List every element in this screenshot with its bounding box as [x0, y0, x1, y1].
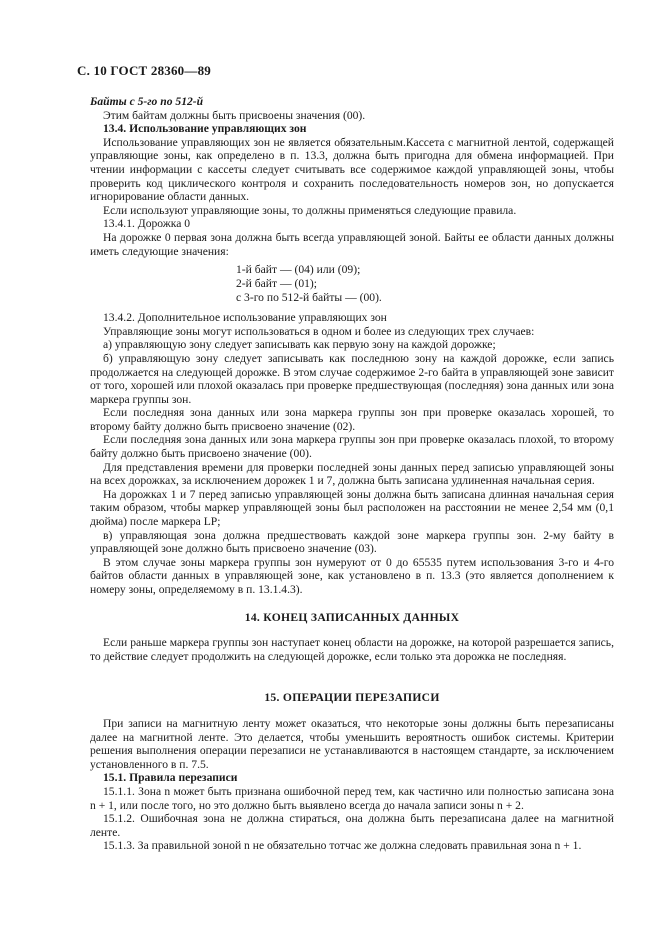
paragraph: На дорожках 1 и 7 перед записью управляющей зоны должна быть записана длинная начальная серия таким образом, чтобы маркер управляющей зоны был расположен на расстоянии не менее 2,54 мм (0,1 дюйма) после маркера LP; — [90, 487, 614, 529]
paragraph: Если раньше маркера группы зон наступает конец области на дорожке, на которой разрешается запись, то действие следует продолжить на следующей дорожке, если только эта дорожка не последняя. — [90, 636, 614, 663]
list-item: 2-й байт — (01); — [236, 277, 318, 291]
list-item-b: б) управляющую зону следует записывать как последнюю зону на каждой дорожке, если запись продолжается на следующей дорожке. В этом случае содержимое 2-го байта в управляющей зоне зависит от того, хорошей или плохой оказалась при проверке предшествующая (последняя) зона данных или зона маркера группы зон. — [90, 351, 614, 406]
list-item-v: в) управляющая зона должна предшествовать каждой зоне маркера группы зон. 2-му байту в управляющей зоне должно быть присвоено значение (03). — [90, 528, 614, 556]
paragraph: Если последняя зона данных или зона маркера группы зон при проверке оказалась хорошей, то второму байту должно быть присвоено значение (02). — [90, 406, 614, 433]
subheading-13-4-2: 13.4.2. Дополнительное использование управляющих зон — [103, 311, 387, 325]
paragraph: На дорожке 0 первая зона должна быть всегда управляющей зоной. Байты ее области данных должны иметь следующие значения: — [90, 230, 614, 258]
paragraph: Управляющие зоны могут использоваться в одном и более из следующих трех случаев: — [103, 324, 535, 338]
list-item: 1-й байт — (04) или (09); — [236, 263, 361, 277]
paragraph: При записи на магнитную ленту может оказаться, что некоторые зоны должны быть перезаписаны далее на магнитной ленте. Это делается, чтобы уменьшить вероятность ошибок системы. Критерии решения выполнения операции перезаписи не устанавливаются в настоящем стандарте, за исключением установленного в п. 7.5. — [90, 716, 614, 771]
paragraph: Если последняя зона данных или зона маркера группы зон при проверке оказалась плохой, то второму байту должно быть присвоено значение (00). — [90, 433, 614, 461]
paragraph: 15.1.1. Зона n может быть признана ошибочной перед тем, как частично или полностью записана зона n + 1, или после того, но это должно быть выявлено всегда до начала записи зоны n + 2. — [90, 784, 614, 812]
paragraph: 15.1.2. Ошибочная зона не должна стираться, она должна быть перезаписана далее на магнитной ленте. — [90, 812, 614, 839]
paragraph: Для представления времени для проверки последней зоны данных перед записью управляющей зоны на всех дорожках, за исключением дорожек 1 и 7, должна быть записана удлиненная начальная серия. — [90, 460, 614, 488]
paragraph: Этим байтам должны быть присвоены значения (00). — [103, 108, 366, 122]
section-heading-15: 15. ОПЕРАЦИИ ПЕРЕЗАПИСИ — [264, 691, 440, 705]
page-header: С. 10 ГОСТ 28360—89 — [77, 63, 211, 78]
section-heading-14: 14. КОНЕЦ ЗАПИСАННЫХ ДАННЫХ — [244, 610, 460, 624]
paragraph: В этом случае зоны маркера группы зон нумеруют от 0 до 65535 путем использования 3-го и 4-го байтов области данных в управляющей зоне, как установлено в п. 13.3 (это является дополнением к номеру зоны, определяемому в п. 13.1.4.3). — [90, 555, 614, 596]
paragraph: Если используют управляющие зоны, то должны применяться следующие правила. — [103, 203, 517, 217]
paragraph: Использование управляющих зон не является обязательным.Кассета с магнитной лентой, содержащей управляющие зоны, как определено в п. 13.3, должна быть пригодна для обмена информацией. При чтении информации с кассеты следует считывать все содержимое каждой управляющей зоны, чтобы проверить код циклического контроля и сохранить последовательность номеров зон, но допускается игнорирование области данных. — [90, 135, 614, 204]
list-item: с 3-го по 512-й байты — (00). — [236, 291, 382, 305]
list-item-a: а) управляющую зону следует записывать как первую зону на каждой дорожке; — [103, 338, 496, 352]
paragraph: 15.1.3. За правильной зоной n не обязательно тотчас же должна следовать правильная зона n + 1. — [103, 839, 582, 853]
subheading-13-4-1: 13.4.1. Дорожка 0 — [103, 217, 191, 231]
page-body — [90, 95, 614, 853]
subheading-bytes: Байты с 5-го по 512-й — [90, 95, 204, 108]
byte-value-list — [236, 263, 614, 305]
subheading-13-4: 13.4. Использование управляющих зон — [103, 122, 307, 136]
subheading-15-1: 15.1. Правила перезаписи — [103, 771, 238, 785]
